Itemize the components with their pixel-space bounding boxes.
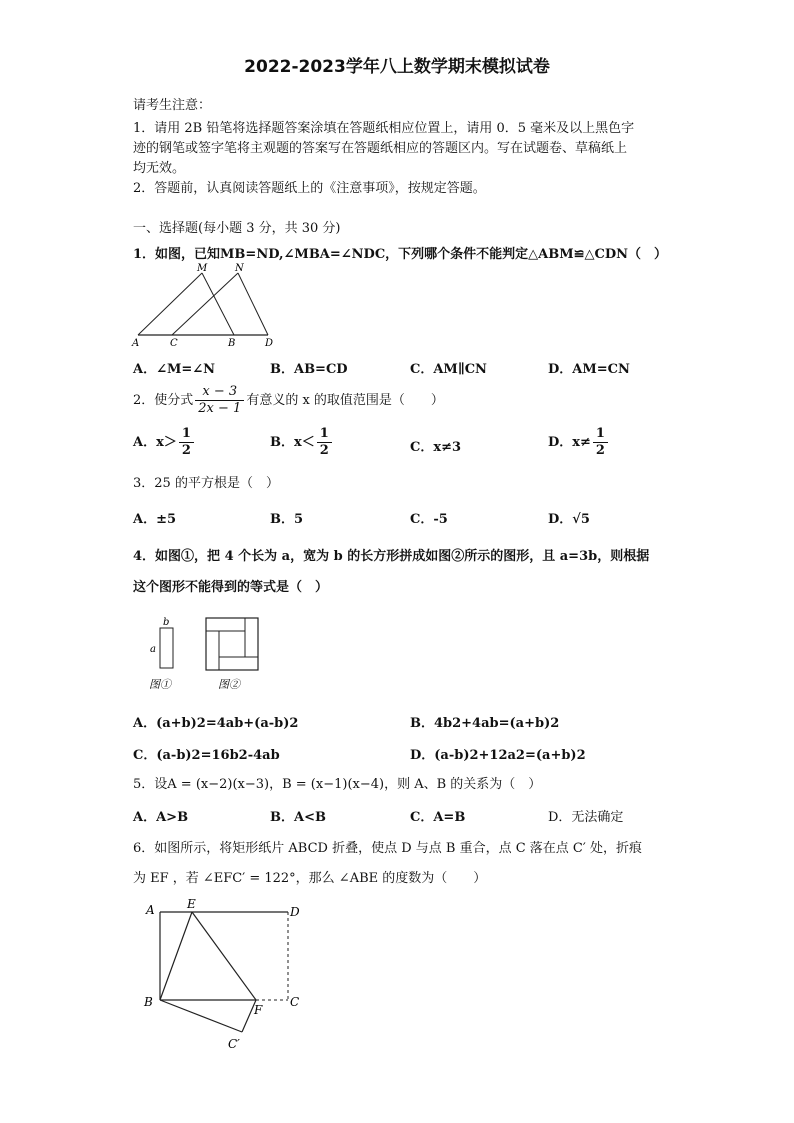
q3-option-d: D．√5 — [548, 512, 590, 527]
q2-option-a: A．x＞ $\frac{1}{2}$ — [133, 426, 196, 459]
question-4-line1: 4．如图①，把 4 个长为 a，宽为 b 的长方形拼成如图②所示的图形，且 a=3b，则根据 — [133, 549, 650, 564]
label-B: B — [144, 995, 153, 1009]
q1-option-a: A．∠M=∠N — [133, 362, 216, 377]
label-F: F — [254, 1003, 263, 1017]
notice-line: 2．答题前，认真阅读答题纸上的《注意事项》，按规定答题。 — [133, 181, 486, 196]
q6-fold-figure — [140, 896, 320, 1056]
label-b: b — [163, 617, 170, 628]
question-1-text: 1．如图，已知MB=ND,∠MBA=∠NDC，下列哪个条件不能判定△ABM≌△CDN（ ） — [133, 247, 668, 262]
q3-option-a: A．±5 — [133, 512, 177, 527]
question-5-text: 5．设A = (x−2)(x−3)，B = (x−1)(x−4)，则 A、B 的关系为（ ） — [133, 777, 542, 792]
caption-fig2: 图② — [218, 678, 240, 691]
caption-fig1: 图① — [149, 678, 171, 691]
notice-heading: 请考生注意： — [133, 98, 212, 113]
q2-fraction: $\frac{x - 3}{2x - 1}$ — [195, 384, 244, 417]
notice-line: 1．请用 2B 铅笔将选择题答案涂填在答题纸相应位置上，请用 0．5 毫米及以上黑色字 — [133, 121, 635, 136]
label-C-prime: C′ — [228, 1037, 240, 1051]
q5-option-a: A．A>B — [133, 810, 189, 825]
q5-option-c: C．A=B — [410, 810, 466, 825]
q1-option-c: C．AM∥CN — [410, 362, 487, 377]
q4-option-c: C．(a-b)2=16b2-4ab — [133, 748, 280, 763]
question-6-line2: 为 EF ，若 ∠EFC′ = 122°，那么 ∠ABE 的度数为（ ） — [133, 871, 487, 886]
q2-option-b: B．x＜ $\frac{1}{2}$ — [270, 426, 334, 459]
question-2-text — [133, 384, 444, 417]
q1-triangle-figure — [130, 262, 280, 348]
q2-option-d: D．x≠ $\frac{1}{2}$ — [548, 426, 610, 459]
label-A: A — [132, 338, 140, 348]
label-B: B — [228, 338, 236, 348]
notice-line: 迹的钢笔或签字笔将主观题的答案写在答题纸相应的答题区内。写在试题卷、草稿纸上 — [133, 141, 628, 156]
label-C: C — [290, 995, 300, 1009]
q4-option-d: D．(a-b)2+12a2=(a+b)2 — [410, 748, 586, 763]
q5-option-b: B．A<B — [270, 810, 326, 825]
q1-option-b: B．AB=CD — [270, 362, 348, 377]
q4-rectangles-figure — [145, 612, 270, 694]
label-M: M — [197, 263, 208, 274]
question-6-line1: 6．如图所示，将矩形纸片 ABCD 折叠，使点 D 与点 B 重合，点 C 落在点 C′ 处，折痕 — [133, 841, 642, 856]
label-C: C — [170, 338, 178, 348]
q2-option-c: C．x≠3 — [410, 440, 462, 455]
q3-option-b: B．5 — [270, 512, 304, 527]
label-A: A — [146, 903, 155, 917]
question-3-text: 3．25 的平方根是（ ） — [133, 476, 279, 491]
label-a: a — [150, 644, 156, 655]
q5-option-d: D．无法确定 — [548, 810, 624, 825]
label-D: D — [265, 338, 274, 348]
q2-prefix: 2．使分式 — [133, 393, 194, 408]
q2-suffix: 有意义的 x 的取值范围是（ ） — [246, 393, 444, 408]
label-E: E — [187, 897, 196, 911]
q3-option-c: C．-5 — [410, 512, 448, 527]
q1-option-d: D．AM=CN — [548, 362, 630, 377]
label-N: N — [235, 263, 244, 274]
label-D: D — [290, 905, 300, 919]
notice-line: 均无效。 — [133, 161, 186, 176]
q4-option-a: A．(a+b)2=4ab+(a-b)2 — [133, 716, 299, 731]
question-4-line2: 这个图形不能得到的等式是（ ） — [133, 580, 329, 595]
page-title: 2022-2023学年八上数学期末模拟试卷 — [244, 57, 550, 77]
section-heading: 一、选择题(每小题 3 分，共 30 分) — [133, 221, 341, 236]
q4-option-b: B．4b2+4ab=(a+b)2 — [410, 716, 560, 731]
